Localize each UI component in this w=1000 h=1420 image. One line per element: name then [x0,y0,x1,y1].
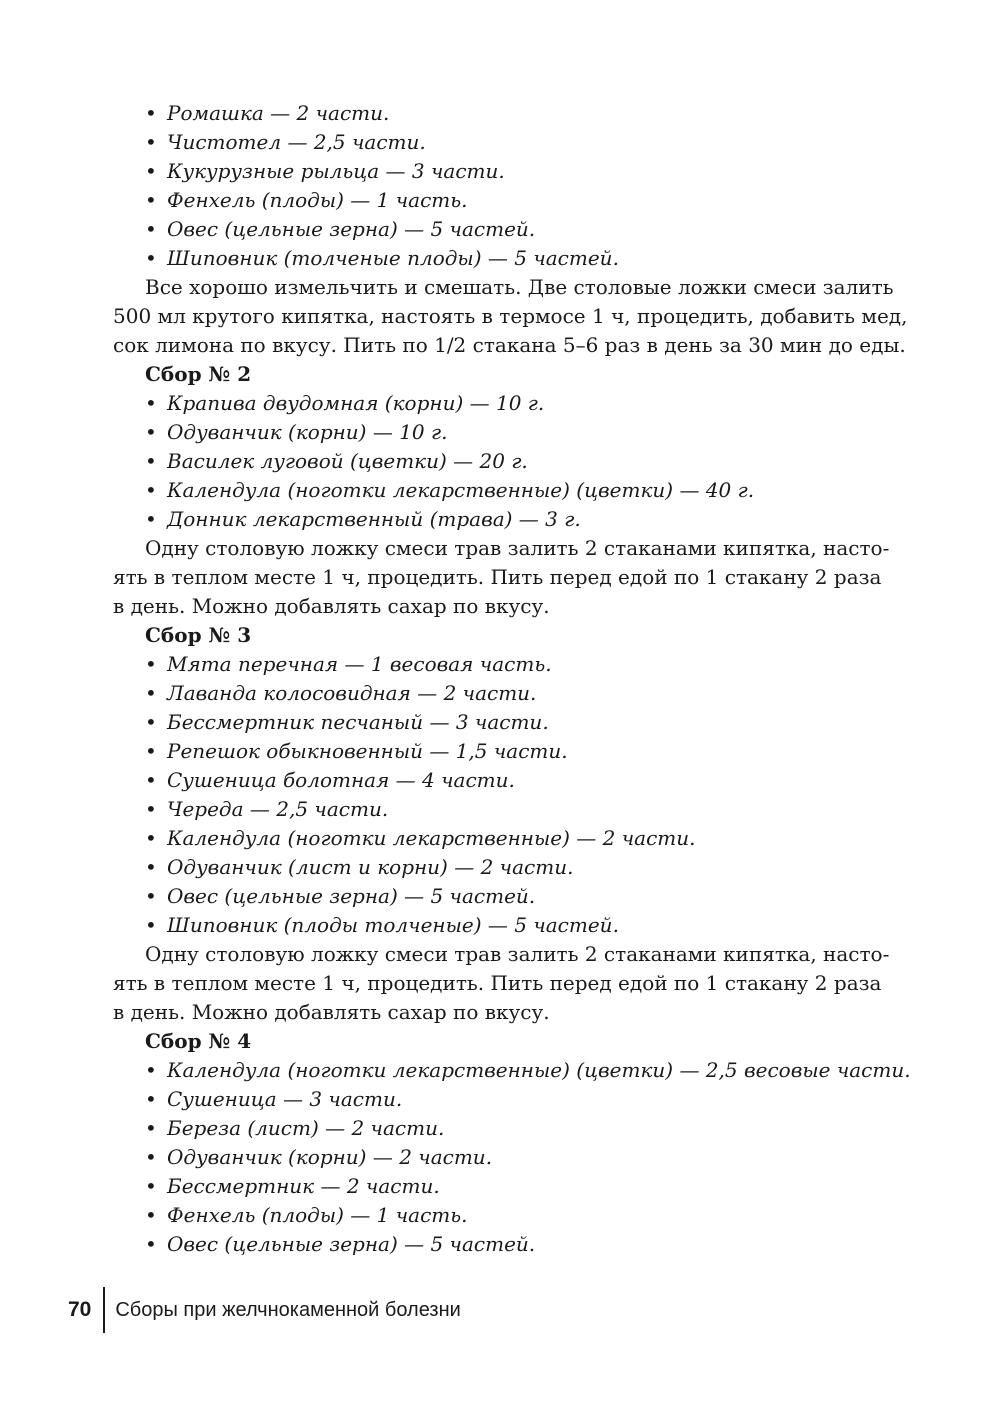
collection-heading-4: Сбор № 4 [145,1029,252,1053]
herb-list-item [145,447,905,476]
herb-list-item [145,795,905,824]
herb-list-item [145,186,905,215]
bullet-icon: • [145,420,157,444]
herb-list-item-text: Сушеница — 3 части. [167,1087,403,1111]
bullet-icon: • [145,449,157,473]
bullet-icon: • [145,188,157,212]
herb-list-item-text: Чистотел — 2,5 части. [167,130,426,154]
herb-list-item-text: Береза (лист) — 2 части. [167,1116,445,1140]
herb-list-item [145,679,905,708]
herb-list-item-text: Календула (ноготки лекарственные) (цветки) — 2,5 весовые части. [167,1058,911,1082]
herb-list-item [145,766,905,795]
herb-list-item-text: Василек луговой (цветки) — 20 г. [167,449,528,473]
bullet-icon: • [145,710,157,734]
paragraph-line: ять в теплом месте 1 ч, процедить. Пить перед едой по 1 стакану 2 раза [113,565,882,589]
herb-list-item [145,1201,905,1230]
herb-list-item [145,215,905,244]
herb-list-item [145,476,905,505]
herb-list-item-text: Бессмертник песчаный — 3 части. [167,710,549,734]
herb-list-item [145,244,905,273]
instructions-paragraph-2 [113,534,905,621]
bullet-icon: • [145,652,157,676]
herb-list-item-text: Донник лекарственный (трава) — 3 г. [167,507,581,531]
herb-list-3 [145,650,905,940]
bullet-icon: • [145,391,157,415]
bullet-icon: • [145,1145,157,1169]
herb-list-2 [145,389,905,534]
bullet-icon: • [145,1232,157,1256]
herb-list-item-text: Календула (ноготки лекарственные) — 2 части. [167,826,696,850]
herb-list-item [145,1085,905,1114]
herb-list-item-text: Репешок обыкновенный — 1,5 части. [167,739,568,763]
herb-list-item [145,157,905,186]
herb-list-item-text: Сушеница болотная — 4 части. [167,768,515,792]
bullet-icon: • [145,797,157,821]
paragraph-line: Одну столовую ложку смеси трав залить 2 стаканами кипятка, насто- [145,536,890,560]
paragraph-line: в день. Можно добавлять сахар по вкусу. [113,594,550,618]
instructions-paragraph-3 [113,940,905,1027]
herb-list-item-text: Мята перечная — 1 весовая часть. [167,652,552,676]
bullet-icon: • [145,913,157,937]
herb-list-item [145,650,905,679]
bullet-icon: • [145,1203,157,1227]
collection-heading-3: Сбор № 3 [145,623,252,647]
bullet-icon: • [145,478,157,502]
paragraph-line: Все хорошо измельчить и смешать. Две столовые ложки смеси залить [145,275,894,299]
bullet-icon: • [145,884,157,908]
herb-list-item [145,1114,905,1143]
herb-list-item-text: Овес (цельные зерна) — 5 частей. [167,884,536,908]
bullet-icon: • [145,246,157,270]
page-body [113,99,911,1259]
page-number: 70 [68,1298,92,1321]
bullet-icon: • [145,130,157,154]
herb-list-item-text: Овес (цельные зерна) — 5 частей. [167,217,536,241]
herb-list-item-text: Шиповник (толченые плоды) — 5 частей. [167,246,619,270]
herb-list-item-text: Шиповник (плоды толченые) — 5 частей. [167,913,619,937]
running-title: Сборы при желчнокаменной болезни [115,1298,461,1321]
herb-list-item-text: Череда — 2,5 части. [167,797,389,821]
herb-list-item [145,708,905,737]
herb-list-item [145,128,905,157]
bullet-icon: • [145,681,157,705]
herb-list-item [145,737,905,766]
page-footer [68,1290,461,1330]
herb-list-item-text: Фенхель (плоды) — 1 часть. [167,1203,468,1227]
herb-list-item [145,1056,911,1085]
bullet-icon: • [145,739,157,763]
bullet-icon: • [145,1116,157,1140]
bullet-icon: • [145,1174,157,1198]
herb-list-item [145,1143,905,1172]
herb-list-item-text: Фенхель (плоды) — 1 часть. [167,188,468,212]
bullet-icon: • [145,217,157,241]
bullet-icon: • [145,159,157,183]
herb-list-item-text: Бессмертник — 2 части. [167,1174,440,1198]
herb-list-item-text: Лаванда колосовидная — 2 части. [167,681,537,705]
herb-list-item [145,389,905,418]
collection-heading-2: Сбор № 2 [145,362,252,386]
paragraph-line: ять в теплом месте 1 ч, процедить. Пить перед едой по 1 стакану 2 раза [113,971,882,995]
bullet-icon: • [145,768,157,792]
herb-list-item [145,505,905,534]
herb-list-item [145,418,905,447]
herb-list-item-text: Одуванчик (корни) — 10 г. [167,420,448,444]
herb-list-item [145,853,905,882]
bullet-icon: • [145,507,157,531]
herb-list-item [145,882,905,911]
herb-list-item [145,99,905,128]
bullet-icon: • [145,1087,157,1111]
bullet-icon: • [145,826,157,850]
herb-list-item [145,1172,905,1201]
herb-list-item [145,1230,905,1259]
footer-divider [103,1287,105,1333]
herb-list-item [145,911,905,940]
instructions-paragraph-1 [113,273,908,360]
paragraph-line: в день. Можно добавлять сахар по вкусу. [113,1000,550,1024]
bullet-icon: • [145,855,157,879]
herb-list-item-text: Ромашка — 2 части. [167,101,390,125]
paragraph-line: сок лимона по вкусу. Пить по 1/2 стакана 5–6 раз в день за 30 мин до еды. [113,333,906,357]
herb-list-item-text: Календула (ноготки лекарственные) (цветки) — 40 г. [167,478,755,502]
herb-list-item-text: Крапива двудомная (корни) — 10 г. [167,391,545,415]
herb-list-item-text: Овес (цельные зерна) — 5 частей. [167,1232,536,1256]
herb-list-item-text: Одуванчик (лист и корни) — 2 части. [167,855,574,879]
herb-list-item-text: Одуванчик (корни) — 2 части. [167,1145,493,1169]
paragraph-line: Одну столовую ложку смеси трав залить 2 стаканами кипятка, насто- [145,942,890,966]
herb-list-1 [145,99,905,273]
herb-list-4 [145,1056,911,1259]
bullet-icon: • [145,1058,157,1082]
herb-list-item-text: Кукурузные рыльца — 3 части. [167,159,505,183]
herb-list-item [145,824,905,853]
paragraph-line: 500 мл крутого кипятка, настоять в термосе 1 ч, процедить, добавить мед, [113,304,908,328]
bullet-icon: • [145,101,157,125]
